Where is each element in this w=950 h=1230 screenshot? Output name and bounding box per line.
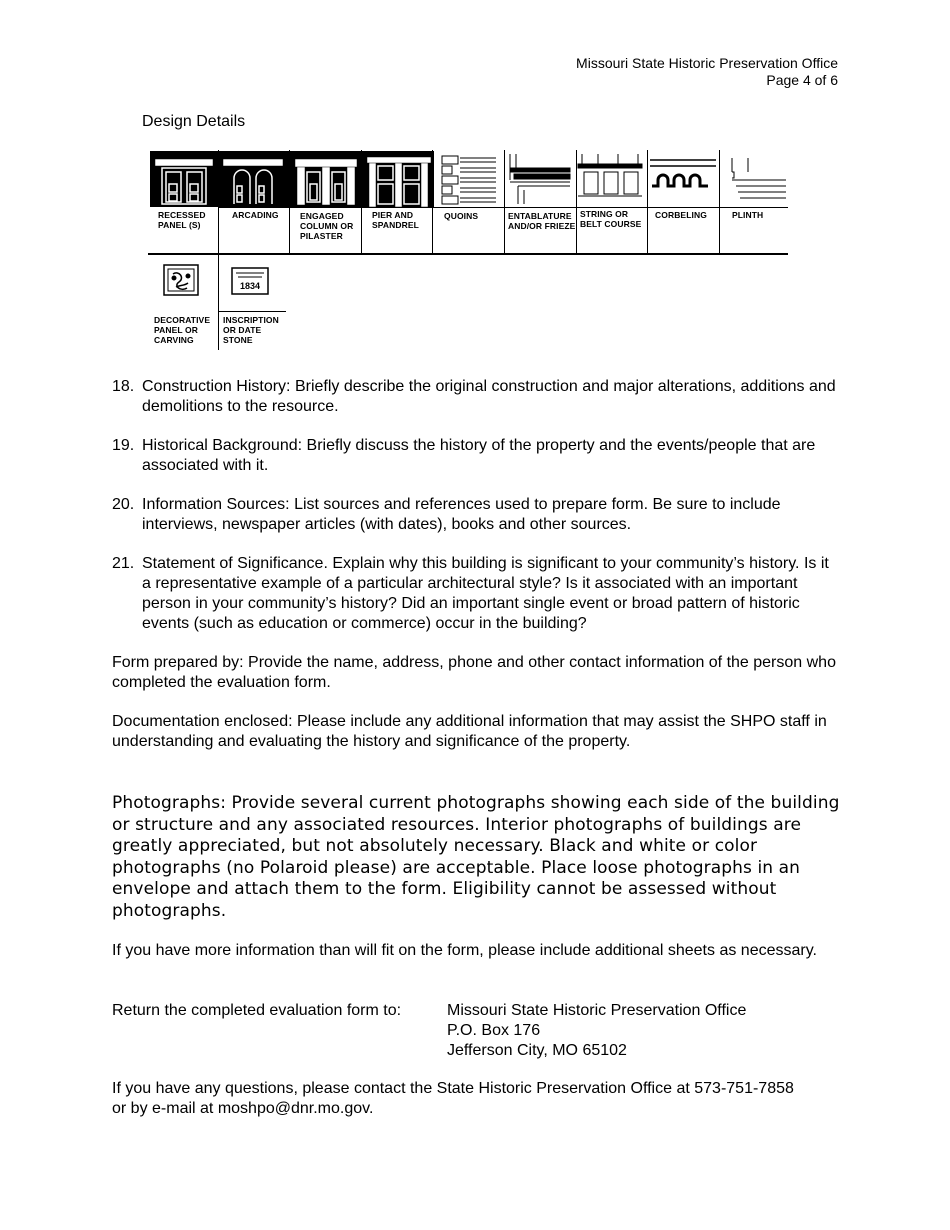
item-text: Historical Background: Briefly discuss the history of the property and the events/people that are associated with it. bbox=[142, 437, 816, 474]
arcading-icon bbox=[224, 160, 282, 204]
page-header bbox=[576, 55, 838, 89]
photographs-paragraph: Photographs: Provide several current photographs showing each side of the building or structure and any associated resources. Interior photographs of buildings are greatly appreciated, but not absolutely necessary. Black and white or color photographs (no Polaroid please) are acceptable. Place loose photographs in an envelope and attach them to the form. Eligibility cannot be assessed without photographs. bbox=[112, 793, 840, 921]
string-course-icon bbox=[578, 154, 642, 196]
quoins-icon bbox=[442, 156, 496, 204]
decorative-panel-icon bbox=[164, 265, 198, 295]
design-details-title: Design Details bbox=[142, 113, 246, 130]
page-number: Page 4 of 6 bbox=[766, 72, 838, 88]
label-string-course: STRING OR BELT COURSE bbox=[580, 209, 642, 229]
design-details-figure bbox=[148, 150, 788, 355]
label-plinth: PLINTH bbox=[732, 210, 764, 220]
label-recessed-panel: RECESSED PANEL (S) bbox=[158, 210, 206, 230]
date-stone-icon bbox=[232, 268, 268, 294]
pier-spandrel-icon bbox=[368, 158, 430, 206]
item-21 bbox=[112, 554, 842, 634]
item-number: 18. bbox=[112, 378, 135, 395]
return-address-line2: P.O. Box 176 bbox=[447, 1022, 541, 1039]
label-entablature: ENTABLATURE AND/OR FRIEZE bbox=[508, 211, 576, 231]
documentation-paragraph: Documentation enclosed: Please include any additional information that may assist the SHPO staff in understanding and evaluating the history and significance of the property. bbox=[112, 713, 827, 750]
item-20 bbox=[112, 495, 842, 535]
label-engaged-column: ENGAGED COLUMN OR PILASTER bbox=[300, 211, 354, 241]
item-text: Statement of Significance. Explain why this building is significant to your community’s history. Is it a representative example of a particular architectural style? Is it associated with an important person in your community’s history? Did an important single event or broad pattern of historic events (such as education or commerce) occur in the building? bbox=[142, 555, 829, 632]
return-label: Return the completed evaluation form to: bbox=[112, 1002, 402, 1019]
item-18 bbox=[112, 377, 842, 417]
label-quoins: QUOINS bbox=[444, 211, 479, 221]
item-19 bbox=[112, 436, 842, 476]
return-address bbox=[447, 1001, 746, 1061]
recessed-panel-icon bbox=[156, 160, 212, 204]
item-number: 20. bbox=[112, 496, 135, 513]
office-name: Missouri State Historic Preservation Office bbox=[576, 55, 838, 71]
row2-illustrations bbox=[148, 254, 288, 314]
form-prepared-paragraph: Form prepared by: Provide the name, address, phone and other contact information of the person who completed the evaluation form. bbox=[112, 654, 836, 691]
item-number: 21. bbox=[112, 555, 135, 572]
item-text: Construction History: Briefly describe the original construction and major alterations, additions and demolitions to the resource. bbox=[142, 378, 836, 415]
engaged-column-icon bbox=[296, 160, 356, 204]
item-number: 19. bbox=[112, 437, 135, 454]
entablature-icon bbox=[510, 154, 570, 204]
plinth-icon bbox=[732, 158, 786, 198]
more-info-paragraph: If you have more information than will fit on the form, please include additional sheets as necessary. bbox=[112, 942, 817, 959]
design-details-illustrations bbox=[148, 150, 788, 260]
return-address-line3: Jefferson City, MO 65102 bbox=[447, 1042, 627, 1059]
return-address-line1: Missouri State Historic Preservation Office bbox=[447, 1002, 747, 1019]
date-stone-year: 1834 bbox=[239, 281, 261, 291]
corbeling-icon bbox=[650, 160, 716, 186]
questions-paragraph: If you have any questions, please contact the State Historic Preservation Office at 573-751-7858 or by e-mail at moshpo@dnr.mo.gov. bbox=[112, 1080, 794, 1117]
label-pier-spandrel: PIER AND SPANDREL bbox=[372, 210, 419, 230]
label-arcading: ARCADING bbox=[232, 210, 279, 220]
label-decorative-panel: DECORATIVE PANEL OR CARVING bbox=[154, 315, 211, 345]
item-text: Information Sources: List sources and references used to prepare form. Be sure to include interviews, newspaper articles (with dates), books and other sources. bbox=[142, 496, 781, 533]
label-corbeling: CORBELING bbox=[655, 210, 707, 220]
label-inscription: INSCRIPTION OR DATE STONE bbox=[223, 315, 279, 345]
